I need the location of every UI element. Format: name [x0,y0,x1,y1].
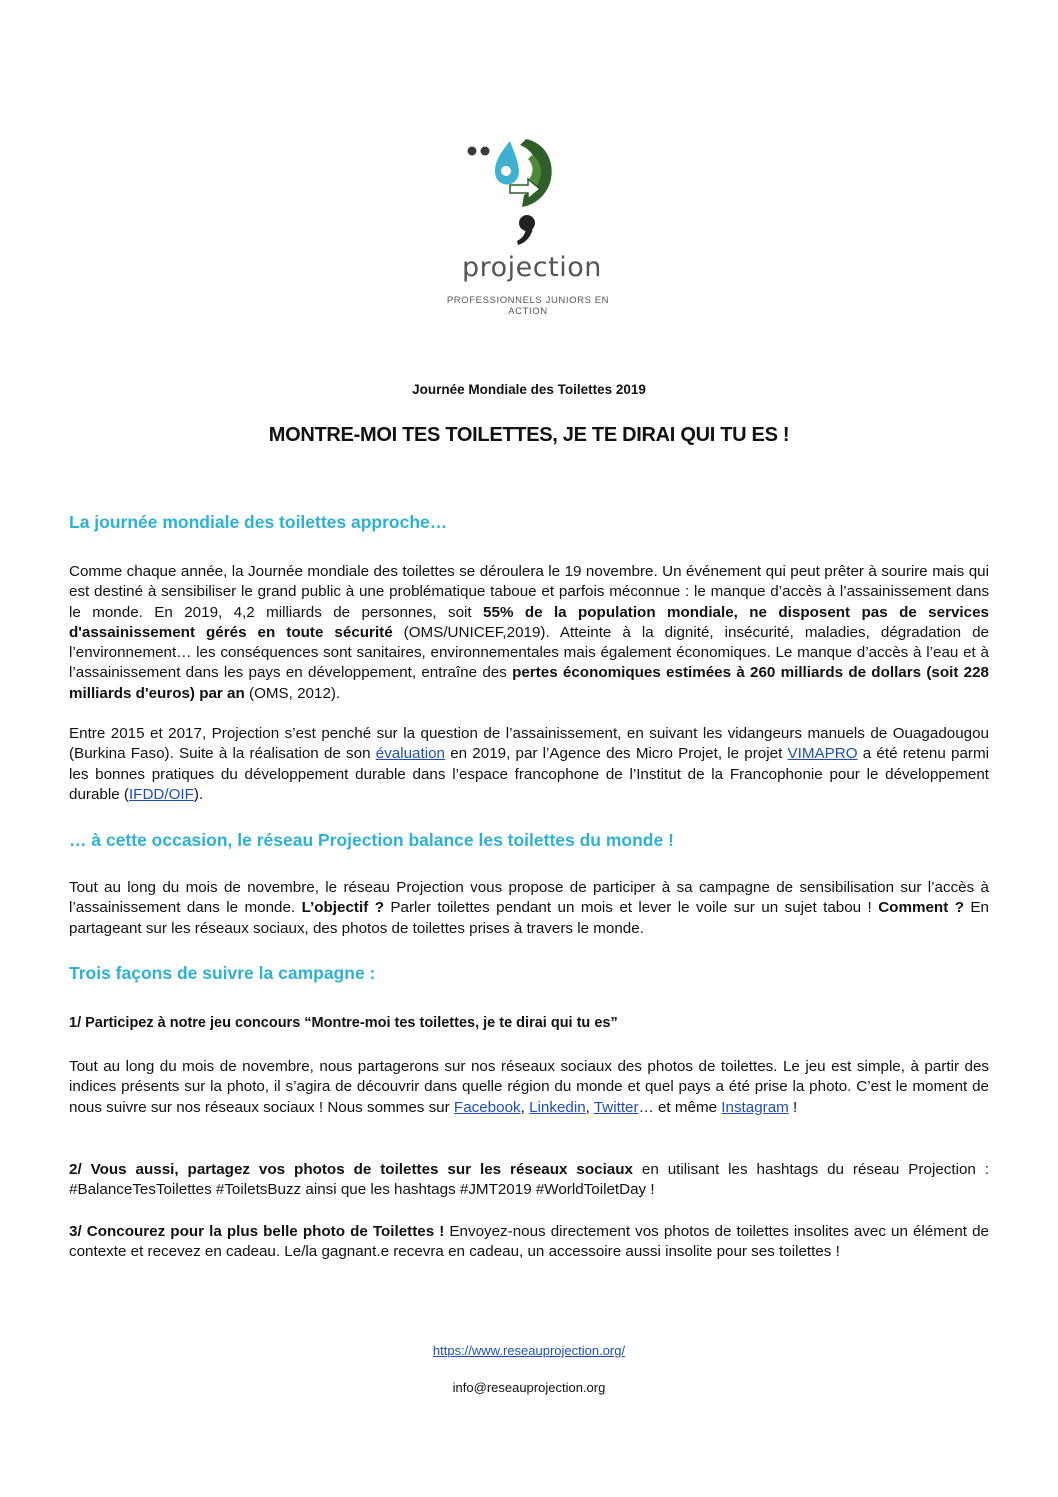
facebook-link[interactable]: Facebook [453,1098,521,1116]
evaluation-link[interactable]: évaluation [375,745,445,763]
vimapro-link[interactable]: VIMAPRO [787,745,858,763]
campaign-paragraph: Tout au long du mois de novembre, le réseau Projection vous propose de participer à sa campagne de sensibilisation sur l’accès à l’assainissement dans le monde. L’objectif ? Parler toilettes pendant un mois et lever le voile sur un sujet tabou ! Comment ? En partageant sur les réseaux sociaux, des photos de toilettes prises à travers le monde. [69,879,990,937]
instagram-link[interactable]: Instagram [721,1098,789,1116]
projection-logo [448,135,638,310]
intro-paragraph: Comme chaque année, la Journée mondiale des toilettes se déroulera le 19 novembre. Un événement qui peut prêter à sourire mais qui est destiné à sensibiliser le grand public à une problématique taboue et parfois méconnue : le manque d’accès à l’assainissement dans le monde. En 2019, 4,2 milliards de personnes, soit 55% de la population mondiale, ne disposent pas de services d'assainissement gérés en toute sécurité (OMS/UNICEF,2019). Atteinte à la dignité, insécurité, maladies, dégradation de l’environnement… les conséquences sont sanitaires, environnementales mais également économiques. Le manque d’accès à l’eau et à l’assainissement dans les pays en développement, entraîne des pertes économiques estimées à 260 milliards de dollars (soit 228 milliards d'euros) par an (OMS, 2012). [69,563,989,702]
population-stat: 55% de la population mondiale, ne disposent pas de services d'assainissement gérés en toute sécurité [69,603,989,641]
footer-email: info@reseauprojection.org [452,1380,606,1395]
website-link[interactable]: https://www.reseauprojection.org/ [432,1343,626,1358]
item2-paragraph: 2/ Vous aussi, partagez vos photos de toilettes sur les réseaux sociaux en utilisant les hashtags du réseau Projection : #BalanceTesToilettes #ToiletsBuzz ainsi que les hashtags #JMT2019 #WorldToiletDay ! [69,1161,989,1199]
projection-paragraph: Entre 2015 et 2017, Projection s’est penché sur la question de l’assainissement, en suivant les vidangeurs manuels de Ouagadougou (Burkina Faso). Suite à la réalisation de son évaluation en 2019, par l’Agence des Micro Projet, le projet VIMAPRO a été retenu parmi les bonnes pratiques du développement durable dans l’espace francophone de l’Institut de la Francophonie pour le développement durable (IFDD/OIF). [69,725,989,803]
economic-loss-stat: pertes économiques estimées à 260 milliards de dollars (soit 228 milliards d'euros) par an [69,664,989,702]
item3-paragraph: 3/ Concourez pour la plus belle photo de Toilettes ! Envoyez-nous directement vos photos de toilettes insolites avec un élément de contexte et recevez en cadeau. Le/la gagnant.e recevra en cadeau, un accessoire aussi insolite pour ses toilettes ! [69,1223,989,1261]
linkedin-link[interactable]: Linkedin [529,1098,586,1116]
logo-tagline: PROFESSIONNELS JUNIORS EN ACTION [446,295,610,317]
section-title-approche: La journée mondiale des toilettes approche… [69,512,448,532]
event-title: Journée Mondiale des Toilettes 2019 [412,382,646,397]
main-title: MONTRE-MOI TES TOILETTES, JE TE DIRAI QUI TU ES ! [268,424,790,446]
item1-paragraph: Tout au long du mois de novembre, nous partagerons sur nos réseaux sociaux des photos de toilettes. Le jeu est simple, à partir des indices présents sur la photo, il s’agira de découvrir dans quelle région du monde et quel pays a été prise la photo. C’est le moment de nous suivre sur nos réseaux sociaux ! Nous sommes sur Facebook, Linkedin, Twitter… et même Instagram ! [69,1058,989,1116]
logo-wordmark: projection [462,252,602,283]
twitter-link[interactable]: Twitter [593,1098,639,1116]
section-title-trois-facons: Trois façons de suivre la campagne : [69,963,376,983]
footer-url-line [0,1343,1058,1358]
section-title-occasion: … à cette occasion, le réseau Projection balance les toilettes du monde ! [69,830,674,850]
item1-title: 1/ Participez à notre jeu concours “Montre-moi tes toilettes, je te dirai qui tu es” [69,1015,618,1031]
ifdd-oif-link[interactable]: IFDD/OIF [128,785,194,803]
